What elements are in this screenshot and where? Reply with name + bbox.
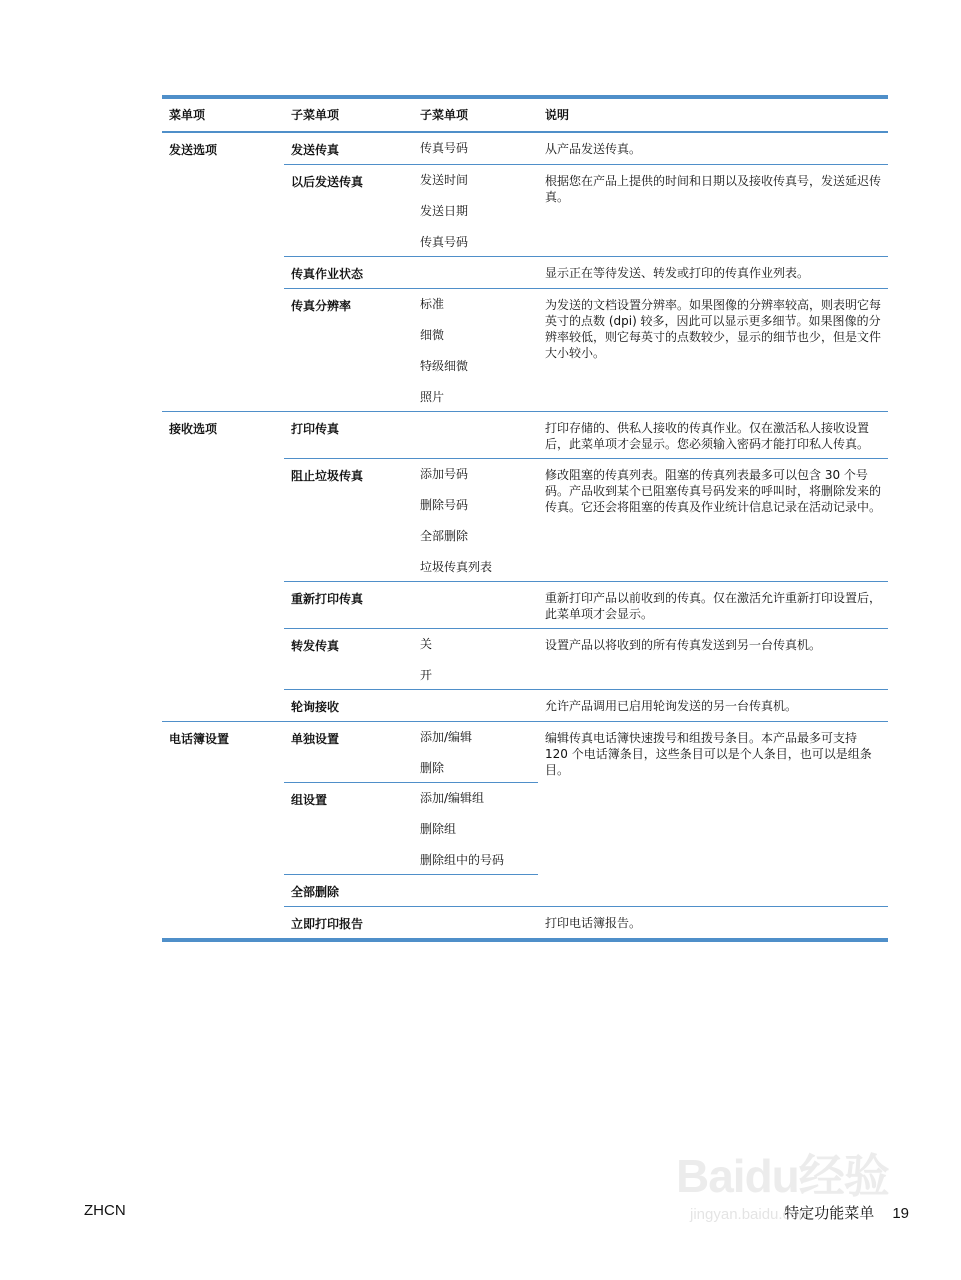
menu-table-container xyxy=(162,95,888,942)
header-submenu-1: 子菜单项 xyxy=(284,99,413,132)
submenu-2-cell xyxy=(413,289,538,412)
submenu-1-cell: 传真分辨率 xyxy=(284,289,413,412)
submenu-2-item: 开 xyxy=(420,668,433,682)
menu-item-cell: 发送选项 xyxy=(169,143,218,157)
watermark-url: jingyan.baidu.com xyxy=(690,1206,811,1223)
menu-table xyxy=(162,99,888,938)
description-cell: 从产品发送传真。 xyxy=(545,142,642,156)
submenu-1-cell: 立即打印报告 xyxy=(284,907,413,939)
submenu-2-item: 关 xyxy=(420,637,433,651)
submenu-1-cell: 打印传真 xyxy=(284,412,413,459)
header-submenu-2: 子菜单项 xyxy=(413,99,538,132)
footer-locale: ZHCN xyxy=(84,1202,126,1219)
description-cell: 重新打印产品以前收到的传真。仅在激活允许重新打印设置后，此菜单项才会显示。 xyxy=(538,582,888,629)
submenu-2-cell xyxy=(413,629,538,690)
submenu-2-item: 删除号码 xyxy=(420,498,469,512)
submenu-1-cell: 轮询接收 xyxy=(284,690,413,722)
footer-page-number: 19 xyxy=(892,1205,909,1222)
submenu-2-cell xyxy=(413,783,538,875)
submenu-1-cell: 阻止垃圾传真 xyxy=(284,459,413,582)
submenu-2-item: 删除组 xyxy=(420,822,457,836)
menu-item-cell: 接收选项 xyxy=(162,412,284,722)
submenu-2-cell xyxy=(413,412,538,459)
description-cell: 允许产品调用已启用轮询发送的另一台传真机。 xyxy=(538,690,888,722)
description-cell: 为发送的文档设置分辨率。如果图像的分辨率较高，则表明它每英寸的点数 (dpi) 较多，因此可以显示更多细节。如果图像的分辨率较低，则它每英寸的点数较少，显示的细节也少，但是文件大小较小。 xyxy=(538,289,888,412)
submenu-2-item: 照片 xyxy=(420,390,445,404)
submenu-2-item: 发送日期 xyxy=(420,204,469,218)
submenu-1-cell: 发送传真 xyxy=(291,143,340,157)
menu-item-cell: 电话簿设置 xyxy=(162,722,284,939)
table-row xyxy=(162,132,888,165)
submenu-2-item: 删除组中的号码 xyxy=(420,853,505,867)
empty-spacer xyxy=(420,590,538,605)
submenu-2-item: 添加/编辑 xyxy=(420,730,473,744)
empty-spacer xyxy=(420,420,538,435)
footer-section-title: 特定功能菜单 xyxy=(784,1204,875,1222)
description-cell: 设置产品以将收到的所有传真发送到另一台传真机。 xyxy=(538,629,888,690)
submenu-2-cell xyxy=(413,582,538,629)
submenu-2-item: 标准 xyxy=(420,297,445,311)
submenu-2-item: 添加/编辑组 xyxy=(420,791,485,805)
submenu-2-item: 特级细微 xyxy=(420,359,469,373)
table-body xyxy=(162,132,888,938)
submenu-2-item: 传真号码 xyxy=(420,235,469,249)
submenu-1-cell: 重新打印传真 xyxy=(284,582,413,629)
header-menu-item: 菜单项 xyxy=(162,99,284,132)
watermark-logo xyxy=(676,1140,896,1230)
header-description: 说明 xyxy=(538,99,888,132)
submenu-2-cell xyxy=(413,132,538,165)
description-cell: 编辑传真电话簿快速拨号和组拨号条目。本产品最多可支持 120 个电话簿条目，这些条目可以是个人条目，也可以是组条目。 xyxy=(538,722,888,907)
submenu-2-cell xyxy=(413,722,538,783)
submenu-2-cell xyxy=(413,907,538,939)
submenu-2-item: 发送时间 xyxy=(420,173,469,187)
submenu-2-cell xyxy=(413,257,538,289)
description-cell: 打印电话簿报告。 xyxy=(538,907,888,939)
submenu-1-cell: 全部删除 xyxy=(284,875,413,907)
submenu-2-item: 添加号码 xyxy=(420,467,469,481)
description-cell: 根据您在产品上提供的时间和日期以及接收传真号，发送延迟传真。 xyxy=(538,165,888,257)
description-cell: 修改阻塞的传真列表。阻塞的传真列表最多可以包含 30 个号码。产品收到某个已阻塞传真号码发来的呼叫时，将删除发来的传真。它还会将阻塞的传真及作业统计信息记录在活动记录中。 xyxy=(538,459,888,582)
empty-spacer xyxy=(420,265,538,280)
submenu-2-item: 全部删除 xyxy=(420,529,469,543)
table-row xyxy=(162,722,888,783)
table-row xyxy=(162,412,888,459)
submenu-2-item: 垃圾传真列表 xyxy=(420,560,493,574)
description-cell: 显示正在等待发送、转发或打印的传真作业列表。 xyxy=(538,257,888,289)
submenu-1-cell: 转发传真 xyxy=(284,629,413,690)
submenu-2-item: 细微 xyxy=(420,328,445,342)
empty-spacer xyxy=(420,698,538,713)
table-bottom-rule xyxy=(162,938,888,942)
submenu-2-cell xyxy=(413,165,538,257)
submenu-2-cell xyxy=(413,875,538,907)
submenu-2-item: 删除 xyxy=(420,761,445,775)
submenu-1-cell: 以后发送传真 xyxy=(284,165,413,257)
submenu-1-cell: 单独设置 xyxy=(284,722,413,783)
empty-spacer xyxy=(420,915,538,930)
description-cell: 打印存储的、供私人接收的传真作业。仅在激活私人接收设置后，此菜单项才会显示。您必须输入密码才能打印私人传真。 xyxy=(538,412,888,459)
submenu-1-cell: 组设置 xyxy=(284,783,413,875)
submenu-1-cell: 传真作业状态 xyxy=(284,257,413,289)
submenu-2-item: 传真号码 xyxy=(420,141,469,155)
watermark-text: Baidu经验 xyxy=(676,1150,889,1202)
submenu-2-cell xyxy=(413,690,538,722)
table-header-row xyxy=(162,99,888,132)
empty-spacer xyxy=(420,883,538,898)
submenu-2-cell xyxy=(413,459,538,582)
